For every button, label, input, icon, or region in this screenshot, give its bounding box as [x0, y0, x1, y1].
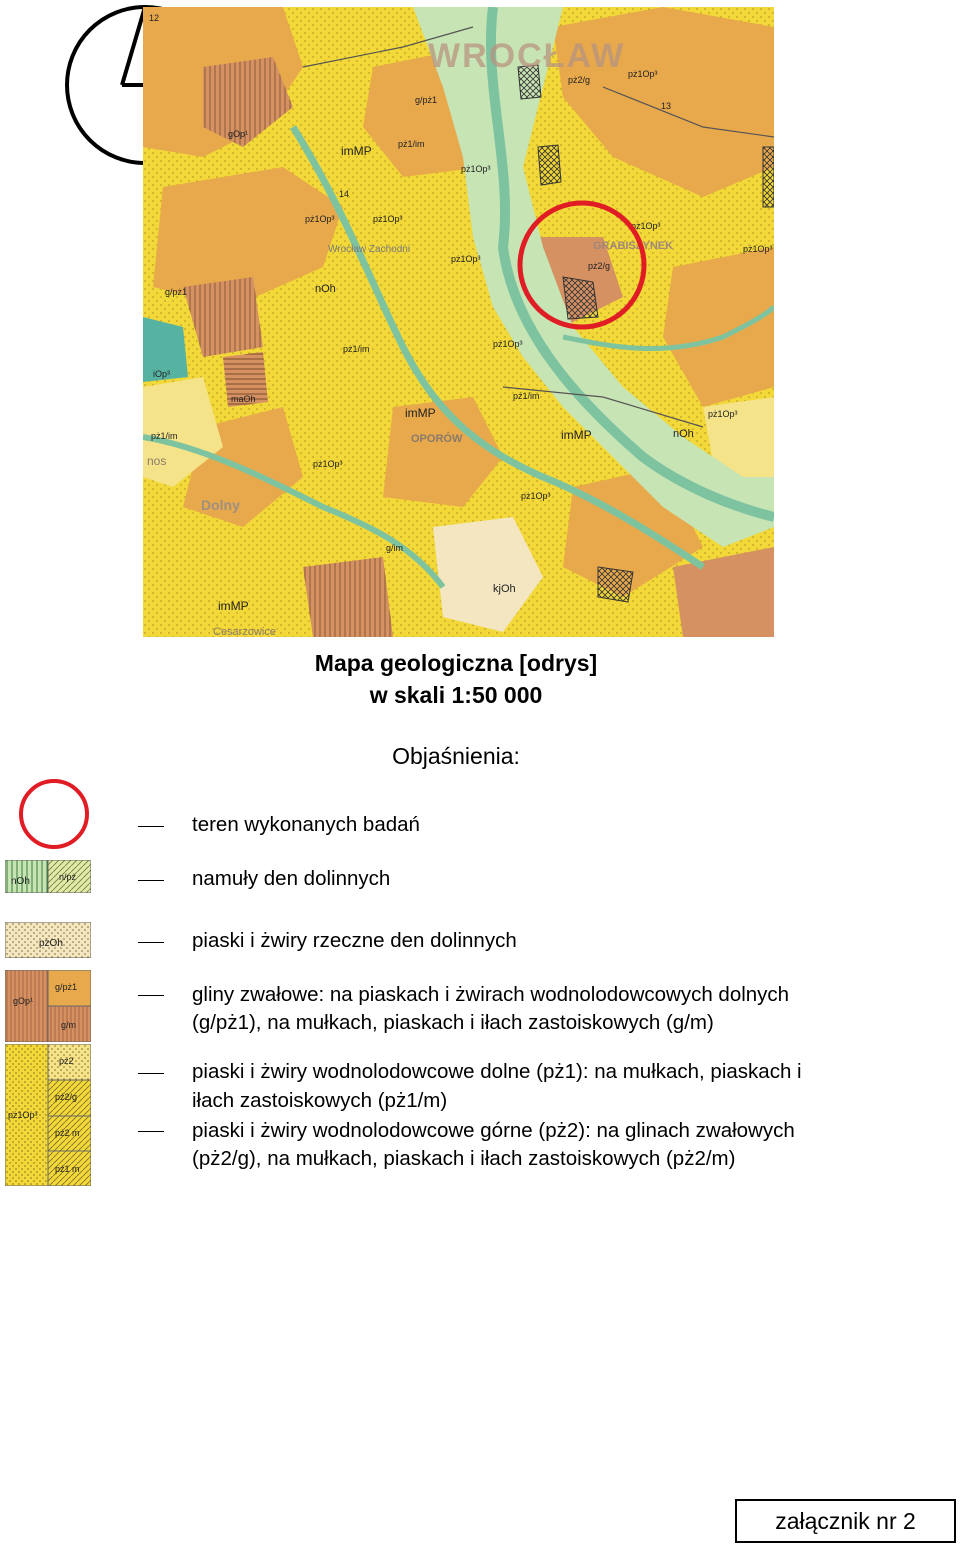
- swatch-label: pż2 m: [55, 1128, 80, 1138]
- unit-label: pż2/g: [568, 75, 591, 85]
- unit-label: pż1/im: [343, 344, 370, 354]
- legend-item-upper-outwash-line2: (pż2/g), na mułkach, piaskach i iłach zastoiskowych (pż2/m): [192, 1147, 736, 1170]
- legend-title: Objaśnienia:: [392, 743, 520, 769]
- unit-label: pż1Op³: [743, 244, 773, 254]
- unit-label: 13: [661, 101, 672, 111]
- legend-swatch-tills: [5, 970, 91, 1042]
- legend-item-valley-silts: namuły den dolinnych: [192, 867, 391, 890]
- legend-swatch-research-area: [17, 778, 91, 850]
- legend-item-lower-outwash-line1: piaski i żwiry wodnolodowcowe dolne (pż1): na mułkach, piaskach i: [192, 1060, 802, 1083]
- unit-label: pż1Op³: [521, 491, 551, 501]
- swatch-label: pż1Op³: [8, 1110, 38, 1120]
- unit-label: pż2/g: [588, 261, 611, 271]
- legend-swatch-outwash-sands: [5, 1044, 91, 1186]
- place-label-oporow: OPORÓW: [411, 433, 463, 445]
- unit-label: imMP: [561, 428, 592, 442]
- swatch-label: pżOh: [39, 938, 63, 949]
- anthropogenic-area: [763, 147, 774, 207]
- unit-label: 14: [339, 189, 350, 199]
- unit-label: pż1Op³: [628, 69, 658, 79]
- unit-label: g/pż1: [415, 95, 438, 105]
- legend-item-river-sands: piaski i żwiry rzeczne den dolinnych: [192, 929, 517, 952]
- legend-dash: [138, 826, 164, 827]
- unit-label: maOh: [231, 394, 256, 404]
- unit-label: imMP: [218, 599, 249, 613]
- unit-label: pż1/im: [398, 139, 425, 149]
- swatch-label: nOh: [11, 876, 30, 887]
- place-label-wroclaw: WROCŁAW: [428, 37, 626, 75]
- swatch-label: gOp¹: [13, 996, 34, 1006]
- legend-dash: [138, 995, 164, 996]
- unit-label: pż1Op³: [631, 221, 661, 231]
- unit-label: pż1Op³: [493, 339, 523, 349]
- unit-label: iOp³: [153, 369, 171, 379]
- legend-item-upper-outwash-line1: piaski i żwiry wodnolodowcowe górne (pż2): na glinach zwałowych: [192, 1119, 795, 1142]
- anthropogenic-area: [563, 277, 598, 319]
- unit-label: pż1Op³: [708, 409, 738, 419]
- swatch-label: pż2: [59, 1056, 74, 1066]
- unit-label: kjOh: [493, 583, 516, 595]
- attachment-label: załącznik nr 2: [735, 1499, 956, 1543]
- unit-label: pż1/im: [151, 431, 178, 441]
- geological-map: [143, 7, 774, 637]
- unit-label: g/pż1: [165, 287, 188, 297]
- legend-dash: [138, 880, 164, 881]
- legend-item-tills-line1: gliny zwałowe: na piaskach i żwirach wodnolodowcowych dolnych: [192, 983, 790, 1006]
- legend-dash: [138, 942, 164, 943]
- swatch-label: g/m: [61, 1020, 77, 1030]
- place-label-grabiszynek: GRABISZYNEK: [593, 240, 674, 252]
- legend-dash: [138, 1073, 164, 1074]
- legend-item-tills-line2: (g/pż1), na mułkach, piaskach i iłach zastoiskowych (g/m): [192, 1011, 714, 1034]
- swatch-label: pż2/g: [55, 1092, 78, 1102]
- anthropogenic-area: [538, 145, 561, 185]
- unit-label: pż1Op³: [305, 214, 335, 224]
- legend-dash: [138, 1131, 164, 1132]
- unit-label: pż1Op³: [313, 459, 343, 469]
- unit-label: g/im: [386, 543, 404, 553]
- unit-label: 12: [149, 13, 160, 23]
- anthropogenic-area: [598, 567, 633, 602]
- unit-label: pż1Op³: [373, 214, 403, 224]
- swatch-label: pż1 m: [55, 1164, 80, 1174]
- map-title: Mapa geologiczna [odrys]: [314, 650, 598, 676]
- unit-label: imMP: [341, 144, 372, 158]
- unit-label: pż1Op³: [451, 254, 481, 264]
- place-label-wroclaw-zachodni: Wrocław Zachodni: [328, 244, 411, 255]
- map-scale: w skali 1:50 000: [369, 682, 543, 708]
- unit-label: pż1/im: [513, 391, 540, 401]
- legend-item-lower-outwash-line2: iłach zastoiskowych (pż1/m): [192, 1089, 448, 1112]
- place-label-nos: nos: [147, 454, 167, 468]
- place-label-cesarzowice: Cesarzowice: [213, 626, 276, 637]
- place-label-dolny: Dolny: [201, 497, 240, 513]
- unit-label: nOh: [673, 428, 694, 440]
- swatch-label: g/pż1: [55, 982, 78, 992]
- unit-label: imMP: [405, 406, 436, 420]
- unit-label: gOp¹: [228, 129, 249, 139]
- legend-swatch-valley-silts: [5, 860, 91, 893]
- unit-label: pż1Op³: [461, 164, 491, 174]
- swatch-label: n/pż: [59, 872, 77, 882]
- unit-label: nOh: [315, 283, 336, 295]
- legend-swatch-river-sands: [5, 922, 91, 958]
- legend-item-research-area: teren wykonanych badań: [192, 813, 420, 836]
